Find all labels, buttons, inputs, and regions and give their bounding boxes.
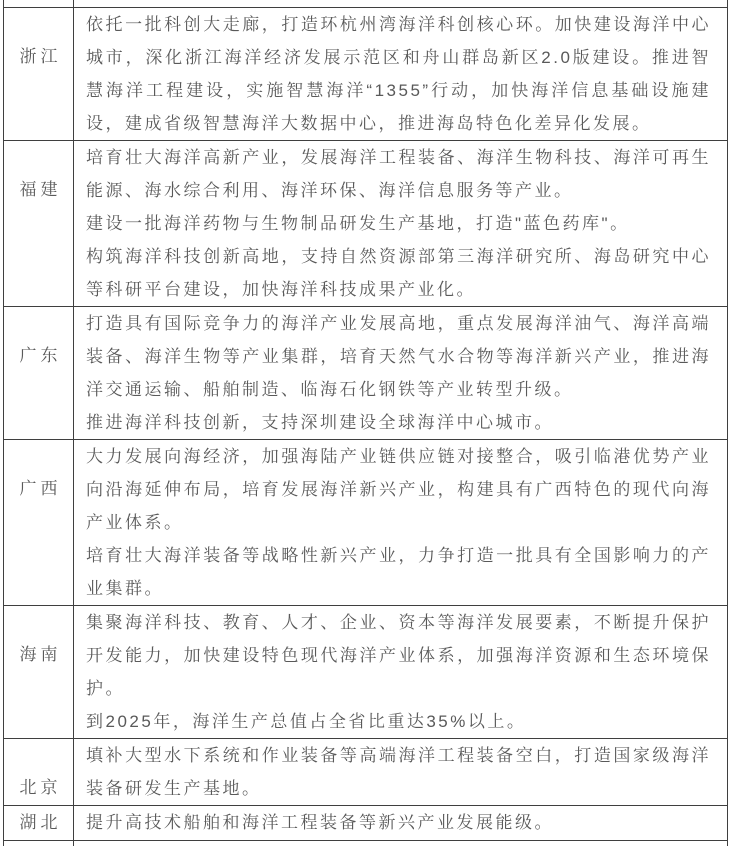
region-policy-table — [3, 0, 728, 846]
table-row-partial-bottom — [4, 841, 728, 846]
table-row-beijing — [4, 739, 728, 806]
policy-cell-hainan — [74, 606, 728, 739]
table-row-fujian — [4, 141, 728, 307]
policy-paragraph: 依托一批科创大走廊，打造环杭州湾海洋科创核心环。加快建设海洋中心城市，深化浙江海洋经济发展示范区和舟山群岛新区2.0版建设。推进智慧海洋工程建设，实施智慧海洋“1355”行动，加快海洋信息基础设施建设，建成省级智慧海洋大数据中心，推进海岛特色化差异化发展。 — [86, 8, 711, 140]
region-name-guangdong: 广东 — [4, 307, 74, 440]
partial-content-cell — [74, 841, 728, 846]
policy-cell-hubei — [74, 806, 728, 841]
policy-cell-guangxi — [74, 440, 728, 606]
policy-paragraph: 建设一批海洋药物与生物制品研发生产基地，打造"蓝色药库"。 — [86, 207, 711, 240]
table-row-hainan — [4, 606, 728, 739]
policy-paragraph: 推进海洋科技创新，支持深圳建设全球海洋中心城市。 — [86, 406, 711, 439]
policy-paragraph: 打造具有国际竞争力的海洋产业发展高地，重点发展海洋油气、海洋高端装备、海洋生物等产业集群，培育天然气水合物等海洋新兴产业，推进海洋交通运输、船舶制造、临海石化钢铁等产业转型升级。 — [86, 307, 711, 406]
policy-paragraph: 到2025年，海洋生产总值占全省比重达35%以上。 — [86, 705, 711, 738]
policy-paragraph: 填补大型水下系统和作业装备等高端海洋工程装备空白，打造国家级海洋装备研发生产基地。 — [86, 739, 711, 805]
region-name-hainan: 海南 — [4, 606, 74, 739]
policy-paragraph: 构筑海洋科技创新高地，支持自然资源部第三海洋研究所、海岛研究中心等科研平台建设，加快海洋科技成果产业化。 — [86, 240, 711, 306]
policy-paragraph: 培育壮大海洋高新产业，发展海洋工程装备、海洋生物科技、海洋可再生能源、海水综合利用、海洋环保、海洋信息服务等产业。 — [86, 141, 711, 207]
policy-paragraph: 集聚海洋科技、教育、人才、企业、资本等海洋发展要素，不断提升保护开发能力，加快建设特色现代海洋产业体系，加强海洋资源和生态环境保护。 — [86, 606, 711, 705]
policy-cell-beijing — [74, 739, 728, 806]
region-name-zhejiang: 浙江 — [4, 8, 74, 141]
region-name-hubei: 湖北 — [4, 806, 74, 841]
table-row-zhejiang — [4, 8, 728, 141]
table-row-partial-top — [4, 0, 728, 8]
policy-cell-fujian — [74, 141, 728, 307]
policy-paragraph: 提升高技术船舶和海洋工程装备等新兴产业发展能级。 — [86, 806, 711, 839]
partial-region-cell — [4, 0, 74, 8]
region-name-guangxi: 广西 — [4, 440, 74, 606]
table-row-guangdong — [4, 307, 728, 440]
policy-cell-zhejiang — [74, 8, 728, 141]
policy-paragraph: 培育壮大海洋装备等战略性新兴产业，力争打造一批具有全国影响力的产业集群。 — [86, 539, 711, 605]
region-name-beijing: 北京 — [4, 739, 74, 806]
table-row-hubei — [4, 806, 728, 841]
partial-content-cell — [74, 0, 728, 8]
policy-paragraph: 大力发展向海经济，加强海陆产业链供应链对接整合，吸引临港优势产业向沿海延伸布局，培育发展海洋新兴产业，构建具有广西特色的现代向海产业体系。 — [86, 440, 711, 539]
region-name-fujian: 福建 — [4, 141, 74, 307]
policy-cell-guangdong — [74, 307, 728, 440]
table-row-guangxi — [4, 440, 728, 606]
partial-region-cell — [4, 841, 74, 846]
